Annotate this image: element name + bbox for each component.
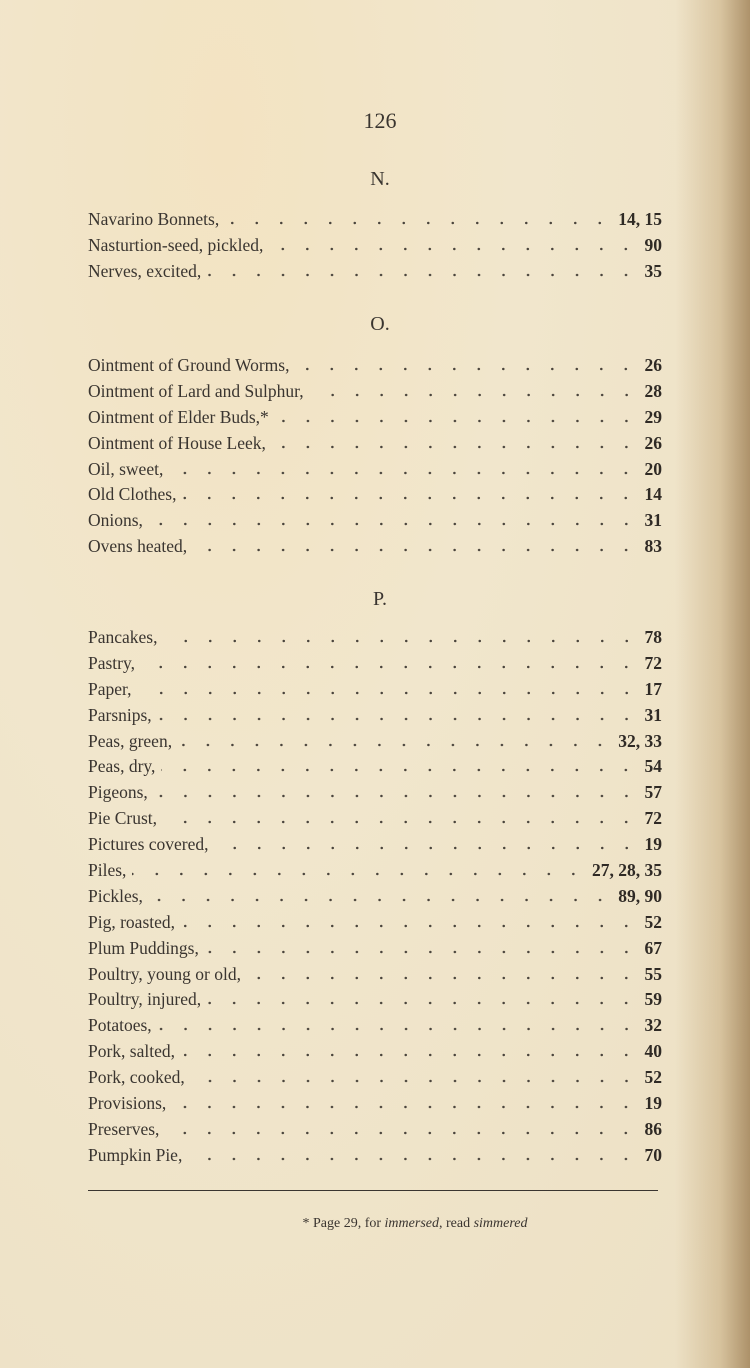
index-entry <box>88 482 662 508</box>
index-entry <box>88 457 662 483</box>
index-entry <box>88 936 662 962</box>
entry-pages: 72 <box>644 652 662 673</box>
index-entry <box>88 832 662 858</box>
index-entry <box>88 1065 662 1091</box>
entry-label: Plum Puddings, <box>88 937 199 958</box>
entry-label: Nerves, excited, <box>88 260 202 281</box>
entry-pages: 35 <box>644 260 662 281</box>
index-entry <box>88 1039 662 1065</box>
index-entry <box>88 910 662 936</box>
entry-label: Paper, <box>88 678 132 699</box>
dot-leader <box>158 717 639 721</box>
section-heading-n: N. <box>370 168 390 190</box>
entry-pages: 27, 28, 35 <box>592 860 662 881</box>
entry-pages: 26 <box>644 432 662 453</box>
index-entry <box>88 651 662 677</box>
entry-label: Pastry, <box>88 652 135 673</box>
footnote <box>0 1216 710 1232</box>
entry-pages: 70 <box>644 1144 662 1165</box>
dot-leader <box>141 665 639 669</box>
index-entry <box>88 353 662 379</box>
entry-pages: 57 <box>644 782 662 803</box>
entry-pages: 20 <box>644 458 662 479</box>
entry-label: Pork, cooked, <box>88 1067 185 1088</box>
entry-pages: 89, 90 <box>618 885 662 906</box>
index-entry <box>88 405 662 431</box>
dot-leader <box>188 1157 638 1161</box>
dot-leader <box>154 794 639 798</box>
index-entry <box>88 754 662 780</box>
dot-leader <box>225 221 612 225</box>
entry-pages: 26 <box>644 355 662 375</box>
dot-leader <box>182 496 638 500</box>
dot-leader <box>161 768 638 772</box>
entry-pages: 14 <box>644 484 662 505</box>
dot-leader <box>149 898 612 902</box>
entry-label: Ointment of Elder Buds,* <box>88 406 269 427</box>
dot-leader <box>247 976 639 980</box>
section-o <box>88 353 662 560</box>
dot-leader <box>181 924 638 928</box>
index-entry <box>88 884 662 910</box>
entry-pages: 54 <box>644 756 662 777</box>
index-entry <box>88 508 662 534</box>
dot-leader <box>269 247 638 251</box>
index-entry <box>88 987 662 1013</box>
footnote-rule <box>88 1190 658 1191</box>
entry-label: Parsnips, <box>88 704 152 725</box>
dot-leader <box>138 691 639 695</box>
entry-label: Ointment of House Leek, <box>88 432 266 453</box>
entry-pages: 83 <box>644 536 662 557</box>
dot-leader <box>191 1079 639 1083</box>
index-entry <box>88 233 662 259</box>
entry-label: Piles, <box>88 860 127 881</box>
index-entry <box>88 431 662 457</box>
dot-leader <box>149 522 639 526</box>
entry-label: Poultry, young or old, <box>88 963 241 984</box>
index-entry <box>88 806 662 832</box>
section-p <box>88 625 662 1169</box>
section-n <box>88 207 662 285</box>
entry-label: Old Clothes, <box>88 484 177 505</box>
index-entry <box>88 858 662 884</box>
entry-pages: 31 <box>644 704 662 725</box>
entry-label: Peas, dry, <box>88 756 156 777</box>
index-entry <box>88 1117 662 1143</box>
index-entry <box>88 534 662 560</box>
dot-leader <box>132 872 586 876</box>
entry-label: Peas, green, <box>88 730 173 751</box>
entry-label: Navarino Bonnets, <box>88 209 220 229</box>
footnote-prefix: * Page 29, for <box>302 1216 385 1231</box>
entry-pages: 31 <box>644 510 662 531</box>
entry-pages: 40 <box>644 1041 662 1062</box>
entry-pages: 67 <box>644 937 662 958</box>
entry-label: Oil, sweet, <box>88 458 164 479</box>
entry-label: Pancakes, <box>88 627 158 647</box>
entry-label: Ointment of Ground Worms, <box>88 355 290 375</box>
index-entry <box>88 1143 662 1169</box>
entry-label: Onions, <box>88 510 143 531</box>
dot-leader <box>169 471 638 475</box>
entry-pages: 19 <box>644 834 662 855</box>
dot-leader <box>164 639 639 643</box>
index-entry <box>88 729 662 755</box>
dot-leader <box>163 820 638 824</box>
index-entry <box>88 677 662 703</box>
dot-leader <box>165 1131 638 1135</box>
entry-label: Pickles, <box>88 885 143 906</box>
entry-pages: 59 <box>644 989 662 1010</box>
dot-leader <box>207 1001 638 1005</box>
section-heading-o: O. <box>370 313 390 335</box>
index-entry <box>88 259 662 285</box>
entry-pages: 32, 33 <box>618 730 662 751</box>
index-entry <box>88 780 662 806</box>
entry-label: Pig, roasted, <box>88 911 176 932</box>
dot-leader <box>275 419 639 423</box>
section-heading-p: P. <box>373 588 387 610</box>
entry-pages: 19 <box>644 1093 662 1114</box>
entry-pages: 55 <box>644 963 662 984</box>
dot-leader <box>158 1027 639 1031</box>
entry-label: Potatoes, <box>88 1015 152 1036</box>
entry-label: Provisions, <box>88 1093 167 1114</box>
entry-label: Poultry, injured, <box>88 989 202 1010</box>
index-entry <box>88 207 662 233</box>
index-entry <box>88 703 662 729</box>
entry-label: Pigeons, <box>88 782 148 803</box>
dot-leader <box>310 393 639 397</box>
index-entry <box>88 962 662 988</box>
page-number: 126 <box>363 108 397 133</box>
index-entry <box>88 379 662 405</box>
entry-label: Pork, salted, <box>88 1041 176 1062</box>
entry-label: Pictures covered, <box>88 834 209 855</box>
index-entry <box>88 1013 662 1039</box>
footnote-wrong-word: immersed <box>384 1216 439 1231</box>
entry-label: Pie Crust, <box>88 808 158 829</box>
entry-label: Pumpkin Pie, <box>88 1144 183 1165</box>
index-entry <box>88 625 662 651</box>
dot-leader <box>181 1053 638 1057</box>
entry-label: Ovens heated, <box>88 536 188 557</box>
entry-pages: 90 <box>644 234 662 255</box>
entry-pages: 86 <box>644 1118 662 1139</box>
dot-leader <box>172 1105 638 1109</box>
dot-leader <box>205 950 639 954</box>
entry-pages: 72 <box>644 808 662 829</box>
entry-pages: 78 <box>644 627 662 647</box>
entry-pages: 52 <box>644 911 662 932</box>
footnote-middle: , read <box>438 1216 474 1231</box>
footnote-correct-word: simmered <box>473 1216 528 1231</box>
entry-label: Ointment of Lard and Sulphur, <box>88 380 304 401</box>
entry-pages: 17 <box>644 678 662 699</box>
dot-leader <box>193 548 638 552</box>
dot-leader <box>207 273 638 277</box>
entry-label: Nasturtion-seed, pickled, <box>88 234 264 255</box>
dot-leader <box>295 367 638 371</box>
entry-pages: 14, 15 <box>618 209 662 229</box>
entry-label: Preserves, <box>88 1118 160 1139</box>
entry-pages: 28 <box>644 380 662 401</box>
dot-leader <box>215 846 639 850</box>
entry-pages: 52 <box>644 1067 662 1088</box>
entry-pages: 29 <box>644 406 662 427</box>
entry-pages: 32 <box>644 1015 662 1036</box>
dot-leader <box>272 445 639 449</box>
index-entry <box>88 1091 662 1117</box>
dot-leader <box>178 743 612 747</box>
